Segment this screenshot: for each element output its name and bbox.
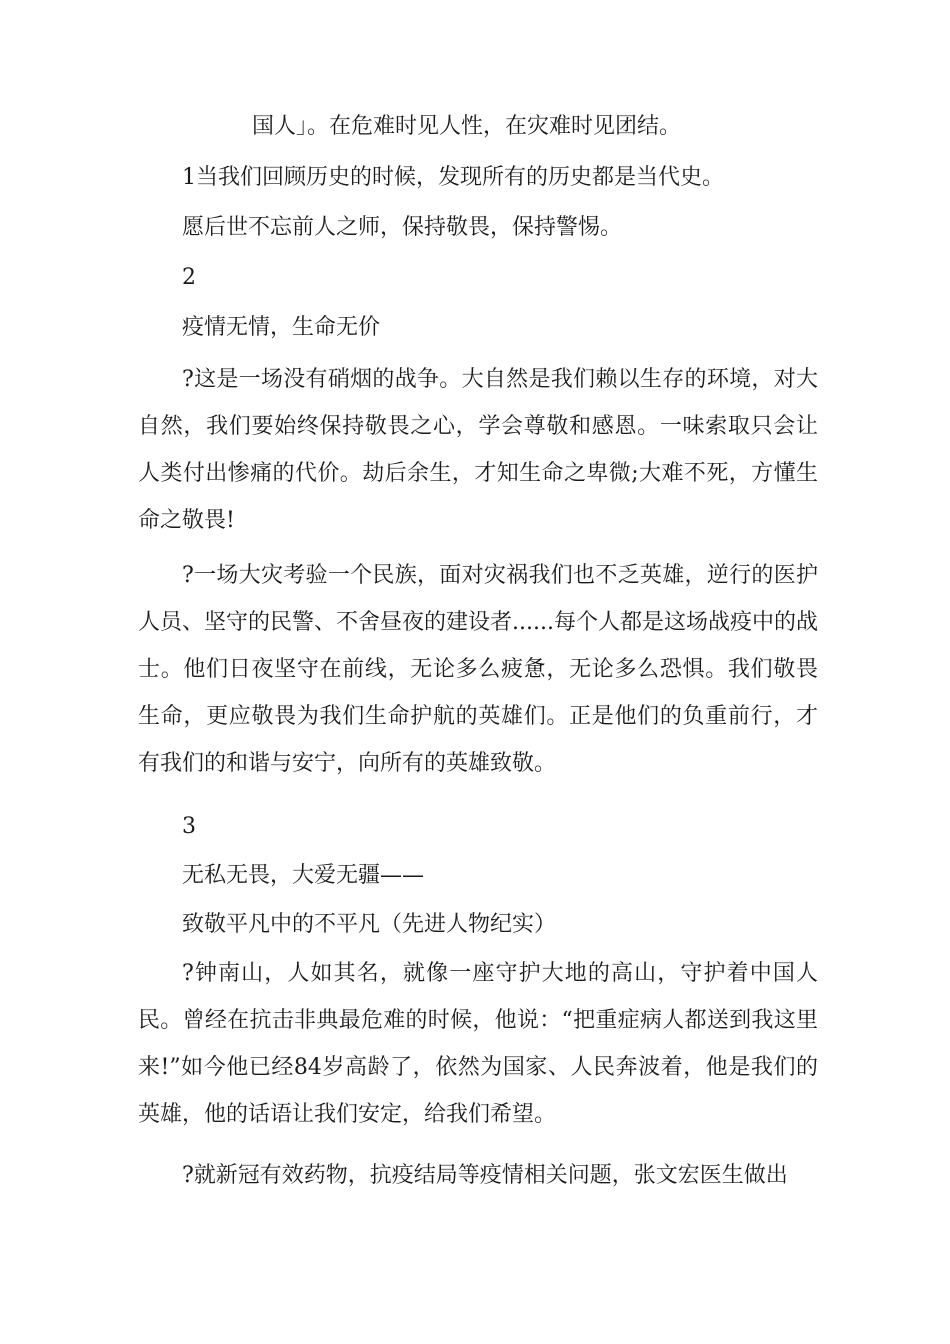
paragraph-heroes: ?一场大灾考验一个民族，面对灾祸我们也不乏英雄，逆行的医护人员、坚守的民警、不舍昼夜的建设者......每个人都是这场战疫中的战士。他们日夜坚守在前线，无论多么疲惫，无论多么恐惧。我们敬畏生命，更应敬畏为我们生命护航的英雄们。正是他们的负重前行，才有我们的和谐与安宁，向所有的英雄致敬。 [138,563,818,776]
paragraph-zhong-nanshan: ?钟南山，人如其名，就像一座守护大地的高山，守护着中国人民。曾经在抗击非典最危难的时候，他说：“把重症病人都送到我这里来!”如今他已经84岁高龄了，依然为国家、人民奔波着，他是我们的英雄，他的话语让我们安定，给我们希望。 [138,961,818,1127]
section-heading: 无私无畏，大爱无疆—— [182,863,425,888]
paragraph-zhang-wenhong: ?就新冠有效药物，抗疫结局等疫情相关问题，张文宏医生做出 [182,1163,788,1188]
section-number-2: 2 [182,265,196,290]
section-number-3: 3 [182,814,196,839]
section-heading: 疫情无情，生命无价 [182,315,381,340]
text-line-numbered-1: 1当我们回顾历史的时候，发现所有的历史都是当代史。 [182,165,724,190]
text-line: 愿后世不忘前人之师，保持敬畏，保持警惕。 [182,215,623,240]
paragraph-war: ?这是一场没有硝烟的战争。大自然是我们赖以生存的环境，对大自然，我们要始终保持敬畏之心，学会尊敬和感恩。一味索取只会让人类付出惨痛的代价。劫后余生，才知生命之卑微;大难不死，方懂生命之敬畏! [138,367,818,533]
text-line-continuation: 国人」。在危难时见人性，在灾难时见团结。 [252,114,682,139]
section-subheading: 致敬平凡中的不平凡（先进人物纪实） [182,912,557,937]
